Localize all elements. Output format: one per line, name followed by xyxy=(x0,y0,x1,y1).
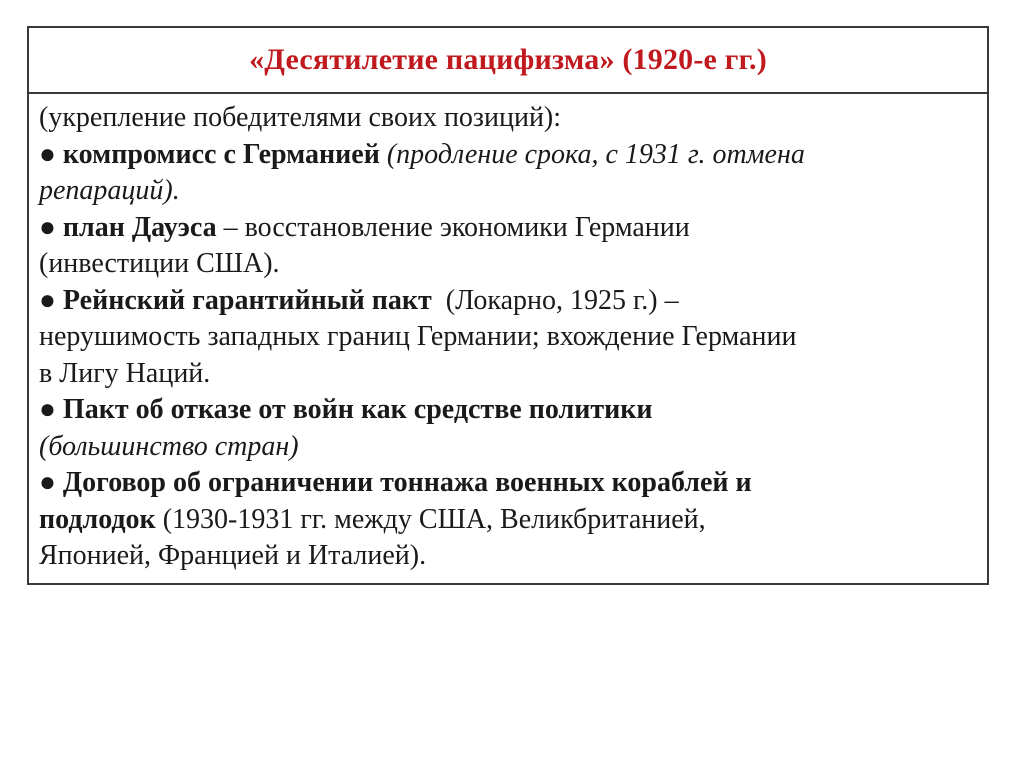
item-text: репараций). xyxy=(39,175,180,206)
list-item xyxy=(39,210,977,247)
list-item-continuation xyxy=(39,502,977,539)
bullet-icon: ● xyxy=(39,394,56,425)
intro-line xyxy=(39,100,977,137)
list-item xyxy=(39,283,977,320)
item-text: в Лигу Наций. xyxy=(39,357,211,389)
bullet-icon: ● xyxy=(39,138,56,170)
title-cell xyxy=(29,28,987,94)
item-text: (1930-1931 гг. между США, Великбританией, xyxy=(155,503,706,535)
page-title: «Десятилетие пацифизма» (1920-е гг.) xyxy=(249,43,767,76)
item-lead: Рейнский гарантийный пакт xyxy=(62,284,432,316)
item-text: нерушимость западных границ Германии; вхождение Германии xyxy=(39,321,797,352)
item-lead: подлодок xyxy=(39,503,156,535)
bullet-icon: ● xyxy=(39,467,56,498)
list-item-continuation xyxy=(39,246,977,283)
intro-text: (укрепление победителями своих позиций): xyxy=(39,102,562,133)
item-text: Японией, Францией и Италией). xyxy=(39,540,427,571)
item-lead: компромисс с Германией xyxy=(62,138,380,170)
list-item-continuation xyxy=(39,319,977,356)
list-item-continuation xyxy=(39,173,977,210)
item-text: (продление срока, с 1931 г. отмена xyxy=(379,138,805,170)
list-item xyxy=(39,465,977,502)
item-text: (Локарно, 1925 г.) – xyxy=(431,284,679,316)
list-item xyxy=(39,392,977,429)
list-item-continuation xyxy=(39,538,977,575)
item-text: (инвестиции США). xyxy=(39,248,280,279)
item-text: (большинство стран) xyxy=(39,430,299,462)
content-table xyxy=(27,26,989,585)
item-lead: Пакт об отказе от войн как средстве политики xyxy=(62,394,653,425)
item-text: – восстановление экономики Германии xyxy=(216,211,690,243)
list-item-continuation xyxy=(39,429,977,466)
bullet-icon: ● xyxy=(39,284,56,316)
item-lead: Договор об ограничении тоннажа военных кораблей и xyxy=(62,467,752,498)
bullet-icon: ● xyxy=(39,211,56,243)
item-lead: план Дауэса xyxy=(62,211,217,243)
body-cell xyxy=(29,94,987,583)
list-item-continuation xyxy=(39,356,977,393)
list-item xyxy=(39,137,977,174)
